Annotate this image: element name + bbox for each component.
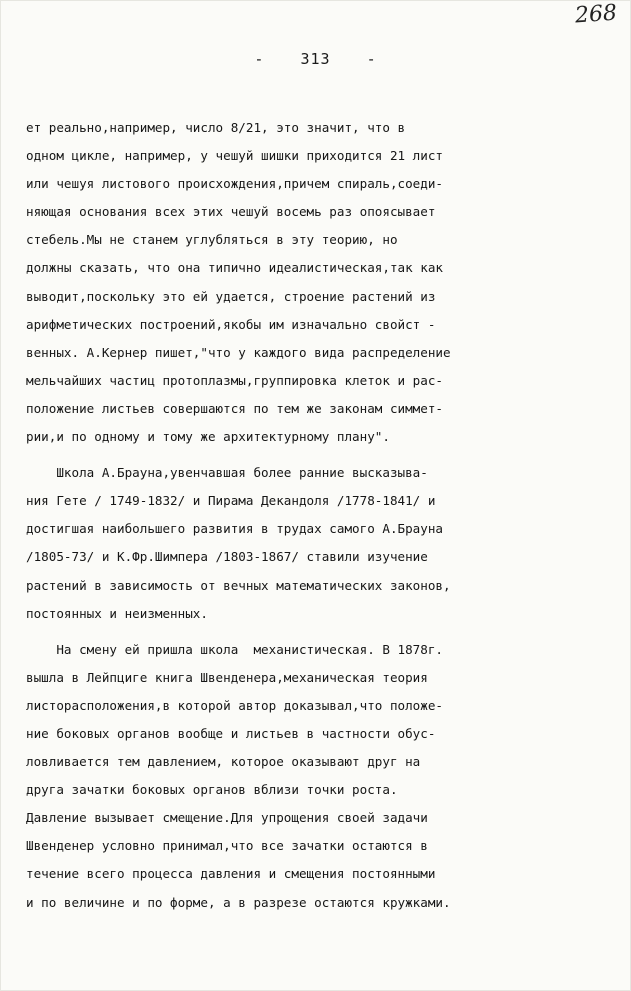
text-line: листорасположения,в которой автор доказывал,что положе- <box>26 697 444 713</box>
paragraph <box>26 114 626 451</box>
text-line: ния Гете / 1749-1832/ и Пирама Декандоля /1778-1841/ и <box>26 493 436 509</box>
text-line: постоянных и неизменных. <box>26 605 208 621</box>
folio-number: 268 <box>574 0 618 29</box>
text-line: ет реально,например, число 8/21, это значит, что в <box>26 120 406 135</box>
body-text <box>26 114 626 917</box>
text-line: На смену ей пришла школа механистическая. В 1878г. <box>26 641 444 657</box>
header-left-dash: - <box>254 50 265 68</box>
text-line: арифметических построений,якобы им изначально свойст - <box>26 316 436 332</box>
text-line: /1805-73/ и К.Фр.Шимпера /1803-1867/ ставили изучение <box>26 549 428 565</box>
text-line: ловливается тем давлением, которое оказывают друг на <box>26 754 421 770</box>
text-line: достигшая наибольшего развития в трудах самого А.Брауна <box>26 521 444 537</box>
text-line: друга зачатки боковых органов вблизи точки роста. <box>26 782 398 798</box>
paragraph <box>26 459 626 628</box>
text-line: и по величине и по форме, а в разрезе остаются кружками. <box>26 894 451 910</box>
text-line: рии,и по одному и тому же архитектурному плану". <box>26 429 390 445</box>
text-line: Школа А.Брауна,увенчавшая более ранние высказыва- <box>26 465 428 481</box>
text-line: положение листьев совершаются по тем же законам симмет- <box>26 400 444 416</box>
header-right-dash: - <box>366 50 377 68</box>
text-line: венных. А.Кернер пишет,"что у каждого вида распределение <box>26 344 451 360</box>
text-line: няющая основания всех этих чешуй восемь раз опоясывает <box>26 204 436 220</box>
text-line: вышла в Лейпциге книга Швенденера,механическая теория <box>26 669 428 685</box>
text-line: одном цикле, например, у чешуй шишки приходится 21 лист <box>26 148 444 164</box>
text-line: Давление вызывает смещение.Для упрощения своей задачи <box>26 810 428 826</box>
text-line: течение всего процесса давления и смещения постоянными <box>26 866 436 882</box>
text-line: выводит,поскольку это ей удается, строение растений из <box>26 288 436 304</box>
text-line: стебель.Мы не станем углубляться в эту теорию, но <box>26 232 398 248</box>
paragraph <box>26 636 626 917</box>
page-header <box>0 50 631 68</box>
page-number: 313 <box>300 50 331 68</box>
text-line: должны сказать, что она типично идеалистическая,так как <box>26 260 444 276</box>
text-line: растений в зависимость от вечных математических законов, <box>26 577 451 593</box>
text-line: Швенденер условно принимал,что все зачатки остаются в <box>26 838 428 854</box>
text-line: ние боковых органов вообще и листьев в частности обус- <box>26 725 436 741</box>
text-line: мельчайших частиц протоплазмы,группировка клеток и рас- <box>26 372 444 388</box>
text-line: или чешуя листового происхождения,причем спираль,соеди- <box>26 176 444 192</box>
